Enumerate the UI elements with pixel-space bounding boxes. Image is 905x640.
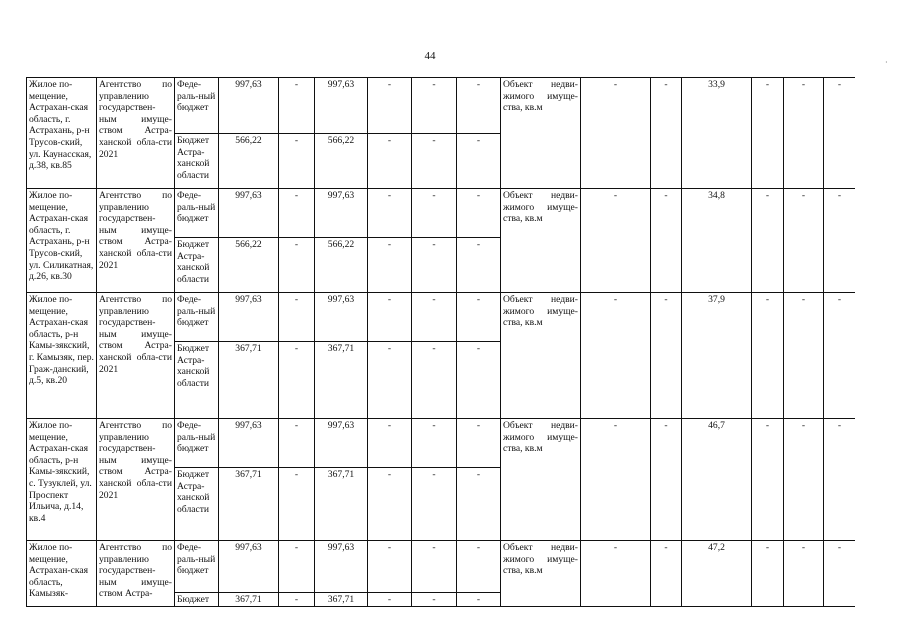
amount-cell: - <box>412 134 457 189</box>
amount-total-cell: 997,63 <box>219 189 279 238</box>
amount-cell: - <box>368 593 412 607</box>
amount-cell: 566,22 <box>315 238 368 293</box>
indicator-value-cell: - <box>752 78 784 189</box>
agency-cell: Агентство по управлению государствен-ным имуще-ством Астра-ханской обла-сти 2021 <box>97 293 175 419</box>
agency-cell: Агентство по управлению государствен-ным имуще-ством Астра-ханской обла-сти 2021 <box>97 78 175 189</box>
indicator-value-cell: 33,9 <box>682 78 752 189</box>
object-address-cell: Жилое по-мещение, Астрахан-ская область, р-н Камы-зякский, с. Тузуклей, ул. Проспект Ильича, д.14, кв.4 <box>27 419 97 541</box>
amount-cell: - <box>412 78 457 134</box>
amount-cell: - <box>368 134 412 189</box>
indicator-cell: Объект недви-жимого имуще-ства, кв.м <box>501 78 581 189</box>
amount-cell: - <box>279 293 315 342</box>
indicator-cell: Объект недви-жимого имуще-ства, кв.м <box>501 189 581 293</box>
indicator-value-cell: - <box>581 419 651 541</box>
amount-cell: 997,63 <box>315 541 368 593</box>
indicator-value-cell: - <box>784 419 824 541</box>
funding-source-cell: Феде-раль-ный бюджет <box>175 541 219 593</box>
funding-source-cell: Бюджет Астра-ханской области <box>175 342 219 419</box>
indicator-value-cell: - <box>651 189 682 293</box>
page-number: 44 <box>424 50 436 62</box>
amount-cell: - <box>368 419 412 468</box>
amount-total-cell: 566,22 <box>219 238 279 293</box>
amount-cell: - <box>457 342 501 419</box>
margin-mark: · <box>885 58 888 67</box>
amount-cell: - <box>368 541 412 593</box>
amount-total-cell: 367,71 <box>219 593 279 607</box>
amount-cell: - <box>368 468 412 541</box>
indicator-value-cell: - <box>651 541 682 607</box>
indicator-value-cell: - <box>784 541 824 607</box>
amount-cell: - <box>412 293 457 342</box>
table-row <box>27 293 856 342</box>
indicator-value-cell: - <box>651 419 682 541</box>
indicator-cell: Объект недви-жимого имуще-ства, кв.м <box>501 419 581 541</box>
amount-cell: - <box>279 419 315 468</box>
amount-cell: - <box>279 342 315 419</box>
amount-total-cell: 367,71 <box>219 342 279 419</box>
amount-total-cell: 997,63 <box>219 78 279 134</box>
amount-cell: - <box>279 593 315 607</box>
funding-source-cell: Бюджет Астра-ханской области <box>175 238 219 293</box>
indicator-cell: Объект недви-жимого имуще-ства, кв.м <box>501 541 581 607</box>
agency-cell: Агентство по управлению государствен-ным имуще-ством Астра-ханской обла-сти 2021 <box>97 419 175 541</box>
amount-cell: - <box>368 238 412 293</box>
amount-cell: - <box>279 468 315 541</box>
document-sheet <box>26 77 855 640</box>
amount-cell: - <box>279 238 315 293</box>
table-row <box>27 78 856 134</box>
table-row <box>27 189 856 238</box>
agency-cell: Агентство по управлению государствен-ным имуще-ством Астра-ханской обла-сти 2021 <box>97 189 175 293</box>
object-address-cell: Жилое по-мещение, Астрахан-ская область, р-н Камы-зякский, г. Камызяк, пер. Граж-данский, д.5, кв.20 <box>27 293 97 419</box>
indicator-value-cell: 47,2 <box>682 541 752 607</box>
amount-cell: - <box>368 342 412 419</box>
amount-cell: - <box>412 189 457 238</box>
amount-cell: 997,63 <box>315 78 368 134</box>
table-row <box>27 541 856 593</box>
amount-cell: - <box>457 541 501 593</box>
object-address-cell: Жилое по-мещение, Астрахан-ская область, Камызяк- <box>27 541 97 607</box>
amount-total-cell: 997,63 <box>219 293 279 342</box>
indicator-value-cell: - <box>824 419 856 541</box>
indicator-value-cell: - <box>581 541 651 607</box>
amount-cell: - <box>279 189 315 238</box>
amount-cell: - <box>279 134 315 189</box>
indicator-value-cell: - <box>824 541 856 607</box>
amount-cell: 997,63 <box>315 189 368 238</box>
amount-cell: 367,71 <box>315 342 368 419</box>
indicator-value-cell: 37,9 <box>682 293 752 419</box>
funding-source-cell: Феде-раль-ный бюджет <box>175 189 219 238</box>
indicator-value-cell: - <box>784 293 824 419</box>
amount-cell: - <box>457 468 501 541</box>
indicator-value-cell: 46,7 <box>682 419 752 541</box>
indicator-value-cell: - <box>784 78 824 189</box>
amount-cell: - <box>279 78 315 134</box>
indicator-value-cell: 34,8 <box>682 189 752 293</box>
amount-cell: 997,63 <box>315 293 368 342</box>
amount-cell: - <box>457 419 501 468</box>
indicator-value-cell: - <box>752 541 784 607</box>
amount-cell: 367,71 <box>315 468 368 541</box>
amount-cell: - <box>412 468 457 541</box>
indicator-value-cell: - <box>581 189 651 293</box>
indicator-value-cell: - <box>651 293 682 419</box>
indicator-cell: Объект недви-жимого имуще-ства, кв.м <box>501 293 581 419</box>
indicator-value-cell: - <box>581 78 651 189</box>
amount-total-cell: 367,71 <box>219 468 279 541</box>
funding-source-cell: Феде-раль-ный бюджет <box>175 419 219 468</box>
indicator-value-cell: - <box>651 78 682 189</box>
amount-cell: - <box>279 541 315 593</box>
amount-cell: - <box>412 342 457 419</box>
amount-cell: - <box>457 293 501 342</box>
object-address-cell: Жилое по-мещение, Астрахан-ская область, г. Астрахань, р-н Трусов-ский, ул. Силикатная, д.26, кв.30 <box>27 189 97 293</box>
funding-source-cell: Феде-раль-ный бюджет <box>175 293 219 342</box>
amount-cell: - <box>412 238 457 293</box>
table-row <box>27 419 856 468</box>
amount-cell: 997,63 <box>315 419 368 468</box>
indicator-value-cell: - <box>581 293 651 419</box>
object-address-cell: Жилое по-мещение, Астрахан-ская область, г. Астрахань, р-н Трусов-ский, ул. Каунасская, д.38, кв.85 <box>27 78 97 189</box>
funding-source-cell: Бюджет <box>175 593 219 607</box>
funding-source-cell: Бюджет Астра-ханской области <box>175 468 219 541</box>
indicator-value-cell: - <box>752 419 784 541</box>
amount-cell: - <box>368 78 412 134</box>
amount-cell: 566,22 <box>315 134 368 189</box>
budget-table <box>26 77 855 607</box>
amount-cell: - <box>457 189 501 238</box>
amount-cell: - <box>412 541 457 593</box>
indicator-value-cell: - <box>752 293 784 419</box>
agency-cell: Агентство по управлению государствен-ным имуще-ством Астра- <box>97 541 175 607</box>
amount-cell: - <box>457 78 501 134</box>
amount-cell: - <box>368 293 412 342</box>
amount-cell: - <box>457 593 501 607</box>
amount-cell: - <box>457 238 501 293</box>
funding-source-cell: Бюджет Астра-ханской области <box>175 134 219 189</box>
amount-cell: 367,71 <box>315 593 368 607</box>
funding-source-cell: Феде-раль-ный бюджет <box>175 78 219 134</box>
indicator-value-cell: - <box>784 189 824 293</box>
amount-cell: - <box>412 593 457 607</box>
indicator-value-cell: - <box>752 189 784 293</box>
amount-total-cell: 566,22 <box>219 134 279 189</box>
amount-cell: - <box>457 134 501 189</box>
amount-cell: - <box>412 419 457 468</box>
amount-cell: - <box>368 189 412 238</box>
amount-total-cell: 997,63 <box>219 541 279 593</box>
amount-total-cell: 997,63 <box>219 419 279 468</box>
indicator-value-cell: - <box>824 78 856 189</box>
indicator-value-cell: - <box>824 189 856 293</box>
indicator-value-cell: - <box>824 293 856 419</box>
